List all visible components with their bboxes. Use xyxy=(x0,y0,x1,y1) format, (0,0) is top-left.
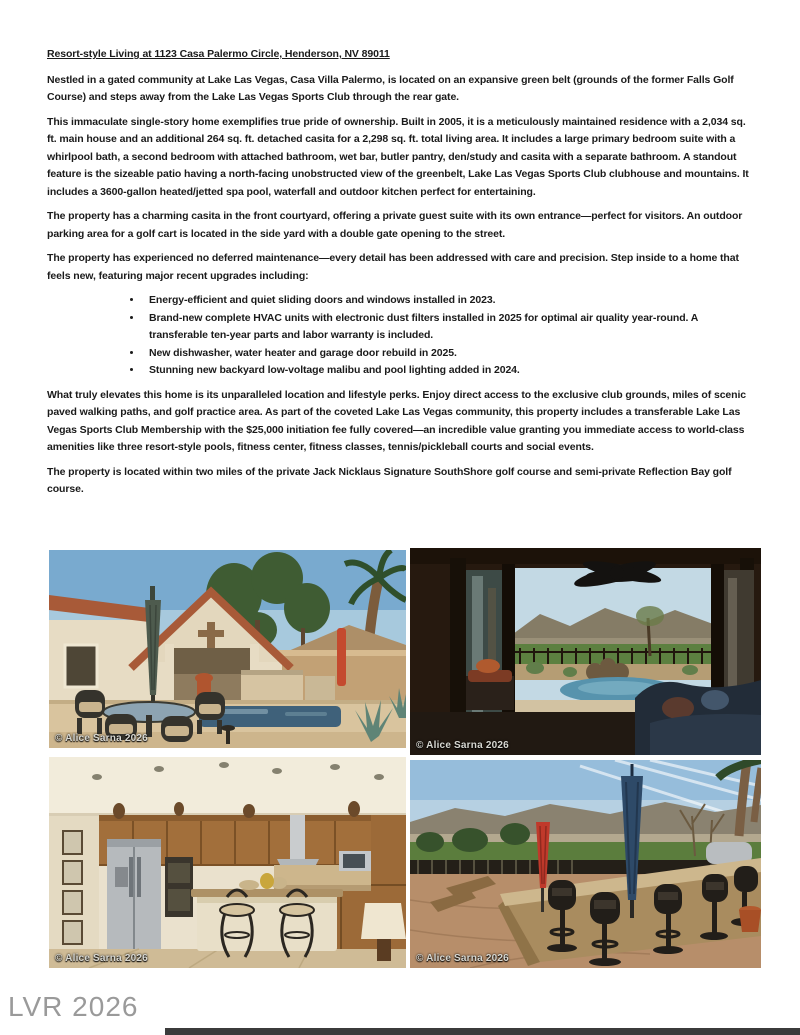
paragraph-lifestyle: What truly elevates this home is its unparalleled location and lifestyle perks. Enjoy direct access to the exclusive club grounds, miles of scenic paved walking paths, and golf practice area. As part of the coveted Lake Las Vegas community, this property includes a transferable Lake Las Vegas Sports Club Membership with the $25,000 initiation fee fully covered—an incredible value granting you immediate access to world-class amenities like three resort-style pools, fitness center, fitness classes, tennis/pickleball courts and social events. xyxy=(47,388,747,453)
paragraph-golf-courses: The property is located within two miles of the private Jack Nicklaus Signature SouthShore golf course and semi-private Reflection Bay golf course. xyxy=(47,465,732,495)
list-item: • Energy-efficient and quiet sliding doors and windows installed in 2023. xyxy=(143,292,756,310)
lvr-watermark: LVR 2026 xyxy=(8,991,139,1022)
photo-credit: © Alice Sarna 2026 xyxy=(55,953,148,964)
photo-greenbelt-view xyxy=(410,548,761,755)
microwave xyxy=(339,851,375,871)
list-item: • New dishwasher, water heater and garage door rebuild in 2025. xyxy=(143,345,756,363)
outdoor-bar-illustration xyxy=(410,760,761,968)
photo-credit: © Alice Sarna 2026 xyxy=(416,740,509,751)
paragraph-maintenance: The property has experienced no deferred maintenance—every detail has been addressed with care and precision. Step inside to a home that feels new, featuring major recent upgrades including: xyxy=(47,252,739,282)
photo-backyard-patio-pool xyxy=(49,550,406,748)
red-accent-umbrella xyxy=(337,628,346,686)
upgrades-list xyxy=(47,292,756,380)
bottom-bar xyxy=(165,1028,800,1035)
listing-title: Resort-style Living at 1123 Casa Palermo Circle, Henderson, NV 89011 xyxy=(47,48,390,60)
terracotta-pot xyxy=(739,906,761,932)
list-item: • Stunning new backyard low-voltage malibu and pool lighting added in 2024. xyxy=(143,362,756,380)
wall-ovens xyxy=(165,857,193,917)
photo-kitchen xyxy=(49,757,406,968)
backyard-illustration xyxy=(49,550,406,748)
photo-credit: © Alice Sarna 2026 xyxy=(416,953,509,964)
photo-outdoor-bar xyxy=(410,760,761,968)
photo-grid xyxy=(49,548,761,969)
refrigerator xyxy=(107,839,161,949)
kitchen-illustration xyxy=(49,757,406,968)
listing-description xyxy=(47,46,756,506)
paragraph-home-details: This immaculate single-story home exemplifies true pride of ownership. Built in 2005, it is a meticulously maintained residence with a 2,034 sq. ft. main house and an additional 264 sq. ft. detached casita for a 2,298 sq. ft. total living area. It includes a large primary bedroom suite with a whirlpool bath, a second bedroom with attached bathroom, wet bar, butler pantry, den/study and casita with a separate bathroom. A standout feature is the sizeable patio having a north-facing unobstructed view of the greenbelt, Lake Las Vegas Sports Club clubhouse and mountains. It includes a 3600-gallon heated/jetted spa pool, waterfall and outdoor kitchen perfect for entertaining. xyxy=(47,115,749,198)
photo-credit: © Alice Sarna 2026 xyxy=(55,733,148,744)
paragraph-intro: Nestled in a gated community at Lake Las Vegas, Casa Villa Palermo, is located on an expansive green belt (grounds of the former Falls Golf Course) and steps away from the Lake Las Vegas Sports Club through the rear gate. xyxy=(47,73,734,103)
doors-view-illustration xyxy=(410,548,761,755)
list-item: • Brand-new complete HVAC units with electronic dust filters installed in 2025 for optimal air quality year-round. A transferable ten-year parts and labor warranty is included. xyxy=(143,310,756,345)
flowers xyxy=(260,873,274,889)
paragraph-casita: The property has a charming casita in the front courtyard, offering a private guest suite with its own entrance—perfect for visitors. An outdoor parking area for a golf cart is located in the side yard with a double gate opening to the street. xyxy=(47,210,743,240)
left-wall-framed-pictures xyxy=(49,816,99,968)
